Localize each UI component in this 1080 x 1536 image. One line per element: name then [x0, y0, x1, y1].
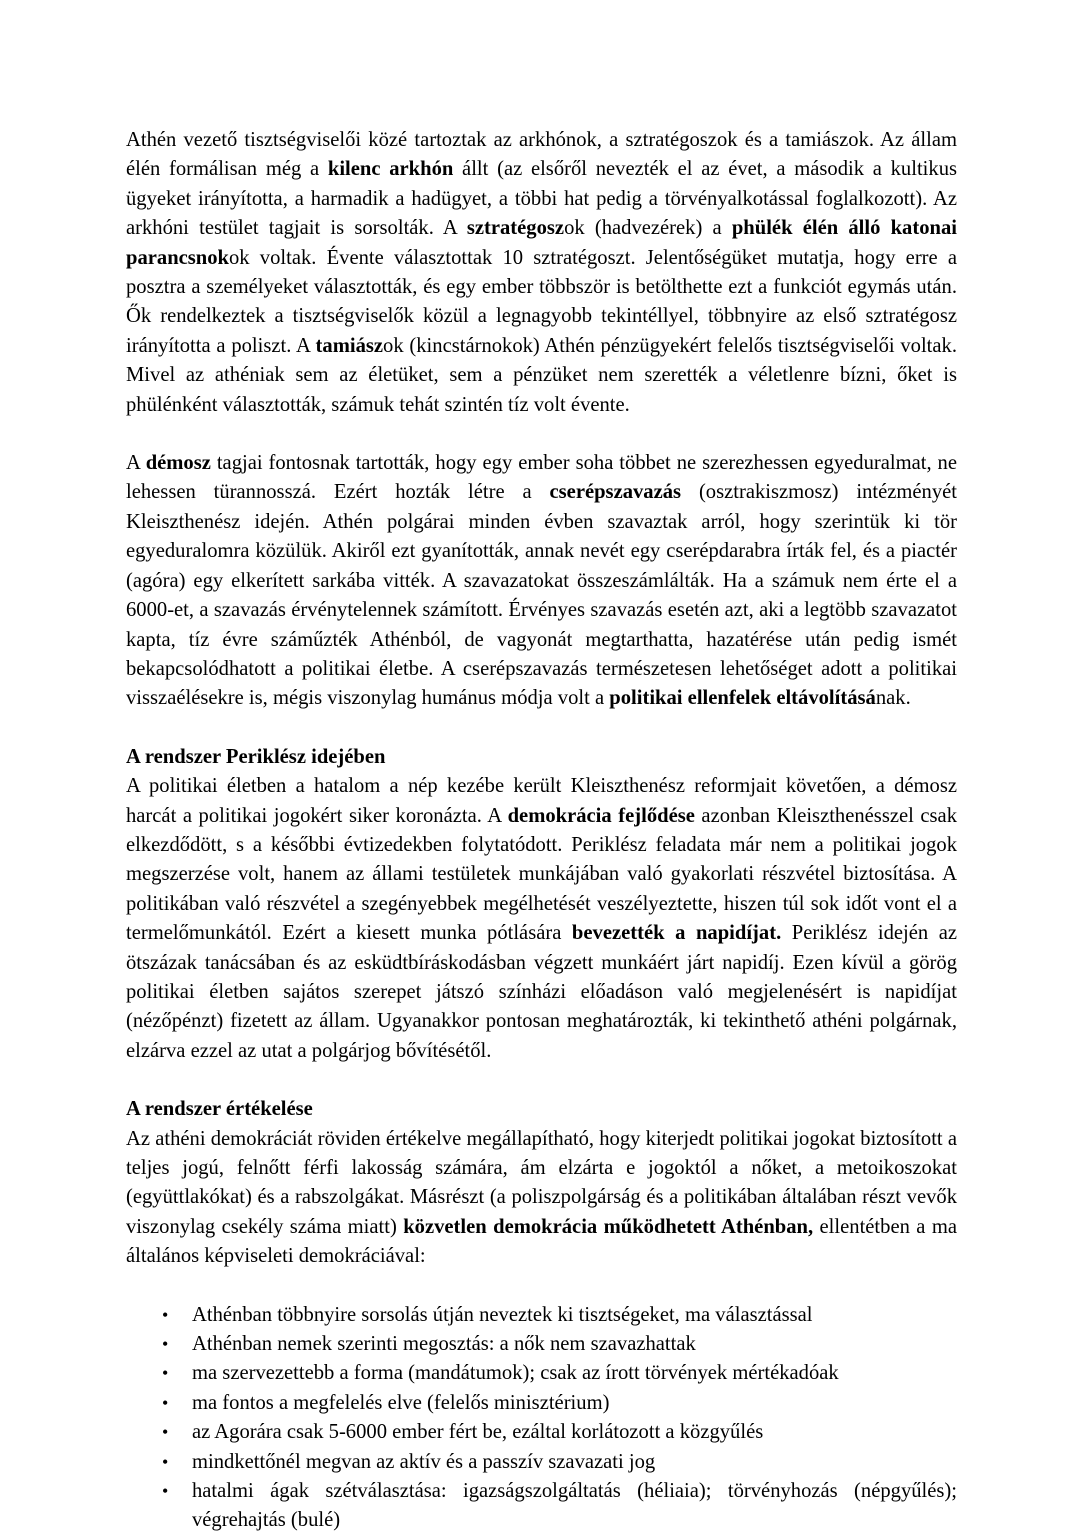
- paragraph-spacer: [126, 1066, 957, 1095]
- list-item-label: • Athénban nemek szerinti megosztás: a nők nem szavazhattak: [192, 1333, 696, 1356]
- emphasis-term: tamiász: [315, 334, 384, 357]
- body-text: nak.: [875, 687, 911, 710]
- list-spacer: [126, 1272, 957, 1301]
- list-item: [126, 1301, 957, 1330]
- list-item: [126, 1448, 957, 1477]
- emphasis-term: demokrácia fejlődése: [507, 804, 695, 827]
- emphasis-term: phülék élén álló katonai parancsnok: [126, 217, 957, 269]
- body-text: (osztrakiszmosz) intézményét Kleiszthenész idején. Athén polgárai minden évben szavaztak arról, hogy szerintük ki tör egyeduralomra közülük. Akiről ezt gyanították, annak nevét egy cserépdarabra írták fel, és a piactér (agóra) egy elkerített sarkába vitték. A szavazatokat összeszámlálták. Ha a számuk nem érte el a 6000-et, a szavazás érvénytelennek számított. Érvényes szavazás esetén azt, aki a legtöbb szavazatot kapta, tíz évre száműzték Athénból, de vagyonát megtarthatta, hazatérése után pedig ismét bekapcsolódhatott a politikai életbe. A cserépszavazás természetesen lehetőséget adott a politikai visszaélésekre is, mégis viszonylag humánus módja volt a: [126, 481, 958, 710]
- list-item: [126, 1330, 957, 1359]
- body-text: tagjai fontosnak tartották, hogy egy ember soha többet ne szerezhessen egyeduralmat, ne lehessen türannosszá. Ezért hozták létre a: [126, 452, 957, 504]
- paragraph-athenian-officials: [126, 126, 957, 420]
- emphasis-term: bevezették a napidíjat.: [571, 922, 782, 945]
- body-text: A politikai életben a hatalom a nép kezébe került Kleiszthenész reformjait követően, a démosz harcát a politikai jogokért siker koronázta. A: [126, 775, 957, 827]
- list-item: [126, 1359, 957, 1388]
- body-text: Periklész idején az ötszázak tanácsában és az esküdtbíráskodásban végzett munkáért járt napidíj. Ezen kívül a görög politikai életben sajátos szerepet játszó színházi előadáson való megjelenésért is napidíjat (nézőpénzt) fizetett az állam. Ugyanakkor pontosan meghatározták, ki tekinthető athéni polgárnak, elzárva ezzel az utat a polgárjog bővítésétől.: [126, 922, 958, 1062]
- body-text: Az athéni demokráciát röviden értékelve megállapítható, hogy kiterjedt politikai jogokat biztosított a teljes jogú, felnőtt férfi lakosság számára, ám elzárta e jogoktól a nőket, a metoikoszokat (együttlakókat) és a rabszolgákat. Másrészt (a poliszpolgárság és a politikában általában részt vevők viszonylag csekély száma miatt): [126, 1127, 957, 1238]
- comparison-bullet-list: [126, 1301, 957, 1536]
- body-text: ok (kincstárnokok) Athén pénzügyekért felelős tisztségviselői voltak. Mivel az athéniak sem az életüket, sem a pénzüket nem szerették a véletlenre bízni, őket is phülénként választották, számuk tehát szintén tíz volt évente.: [126, 334, 957, 416]
- list-item-label: • ma fontos a megfelelés elve (felelős minisztérium): [192, 1391, 610, 1414]
- paragraph-pericles-system: [126, 772, 957, 1066]
- list-item: [126, 1389, 957, 1418]
- emphasis-term: közvetlen demokrácia működhetett Athénban,: [403, 1215, 814, 1238]
- paragraph-ostracism: [126, 449, 957, 714]
- section-heading-evaluation: A rendszer értékelése: [126, 1098, 313, 1121]
- body-text: Athén vezető tisztségviselői közé tartoztak az arkhónok, a sztratégoszok és a tamiászok. Az állam élén formálisan még a: [126, 129, 957, 181]
- list-item-label: • az Agorára csak 5-6000 ember fért be, ezáltal korlátozott a közgyűlés: [192, 1421, 764, 1444]
- emphasis-term: politikai ellenfelek eltávolításá: [609, 687, 876, 710]
- emphasis-term: sztratégosz: [466, 217, 565, 240]
- paragraph-spacer: [126, 420, 957, 449]
- emphasis-term: cserépszavazás: [549, 481, 682, 504]
- document-body: [126, 126, 957, 1536]
- body-text: azonban Kleiszthenésszel csak elkezdődött, s a későbbi évtizedekben folytatódott. Periklész feladata már nem a politikai jogok megszerzése volt, hanem az állami testületek munkájában való gyakorlati részvétel biztosítása. A politikában való részvétel a szegényebbek megélhetését veszélyeztette, hiszen túl sok időt vont el a termelőmunkától. Ezért a kiesett munka pótlására: [126, 804, 957, 945]
- list-item-label: • mindkettőnél megvan az aktív és a passzív szavazati jog: [192, 1450, 656, 1473]
- list-item-label: • Athénban többnyire sorsolás útján neveztek ki tisztségeket, ma választással: [192, 1303, 813, 1326]
- list-item-label: • hatalmi ágak szétválasztása: igazságszolgáltatás (héliaia); törvényhozás (népgyűlés); végrehajtás (bulé): [192, 1480, 957, 1532]
- list-item: [126, 1418, 957, 1447]
- paragraph-evaluation: [126, 1125, 957, 1272]
- body-text: A: [126, 452, 146, 475]
- body-text: ok (hadvezérek) a: [564, 217, 732, 240]
- body-text: ellentétben a ma általános képviseleti demokráciával:: [126, 1215, 957, 1268]
- list-item: [126, 1477, 957, 1536]
- list-item-label: • ma szervezettebb a forma (mandátumok); csak az írott törvények mértékadóak: [192, 1362, 839, 1385]
- body-text: ok voltak. Évente választottak 10 sztratégoszt. Jelentőségüket mutatja, hogy erre a posztra a személyeket választották, és egy ember többször is betölthette ezt a funkciót egymás után. Ők rendelkeztek a tisztségviselők közül a legnagyobb tekintéllyel, többnyire az első sztratégosz irányította a poliszt. A: [126, 246, 957, 357]
- emphasis-term: démosz: [145, 452, 211, 475]
- emphasis-term: kilenc arkhón: [327, 158, 454, 181]
- paragraph-spacer: [126, 714, 957, 743]
- body-text: állt (az elsőről nevezték el az évet, a második a kultikus ügyeket irányította, a harmadik a hadügyet, a többi hat pedig a törvényalkotással foglalkozott). Az arkhóni testület tagjait is sorsolták. A: [126, 158, 958, 240]
- section-heading-pericles: A rendszer Periklész idejében: [126, 745, 386, 768]
